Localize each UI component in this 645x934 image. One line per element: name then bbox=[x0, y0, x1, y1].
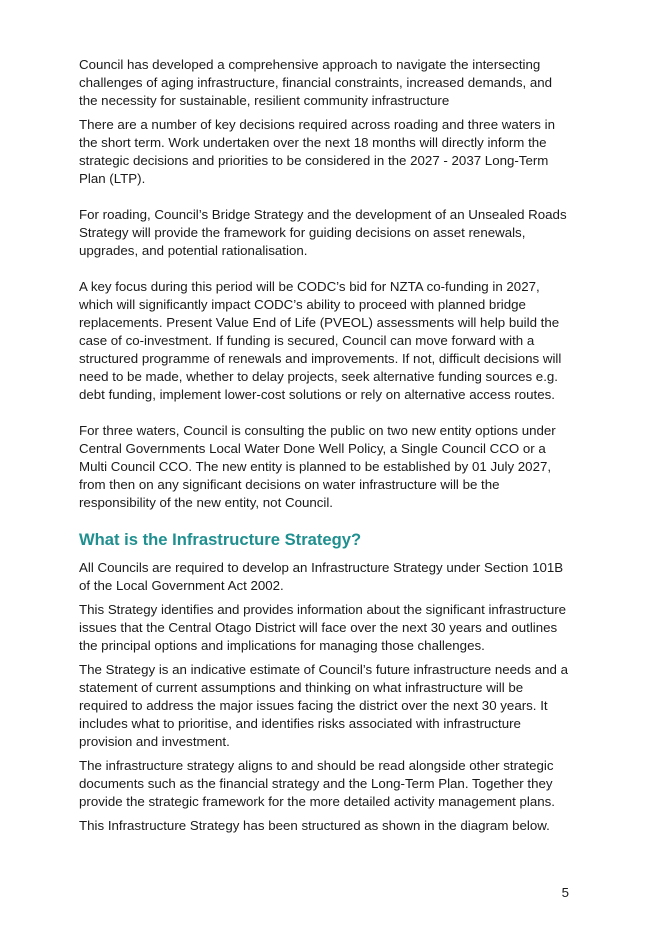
section-paragraph: The Strategy is an indicative estimate of Council’s future infrastructure needs and a statement of current assumptions and thinking on what infrastructure will be required to address the major issues facing the district over the next 30 years. It includes what to prioritise, and identifies risks associated with infrastructure provision and investment. bbox=[79, 662, 569, 749]
section-paragraph: The infrastructure strategy aligns to and should be read alongside other strategic documents such as the financial strategy and the Long-Term Plan. Together they provide the strategic framework for the more detailed activity management plans. bbox=[79, 758, 555, 809]
section-heading: What is the Infrastructure Strategy? bbox=[79, 530, 362, 549]
intro-paragraph: A key focus during this period will be CODC’s bid for NZTA co-funding in 2027, which will significantly impact CODC’s ability to proceed with planned bridge replacements. Present Value End of Life (PVEOL) assessments will help build the case of co-investment. If funding is secured, Council can move forward with a structured programme of renewals and improvements. If not, difficult decisions will need to be made, whether to delay projects, seek alternative funding sources e.g. debt funding, implement lower-cost solutions or rely on alternative access routes. bbox=[79, 279, 562, 402]
section-paragraph: This Infrastructure Strategy has been structured as shown in the diagram below. bbox=[79, 818, 550, 833]
intro-paragraph: Council has developed a comprehensive approach to navigate the intersecting challenges of aging infrastructure, financial constraints, increased demands, and the necessity for sustainable, resilient community infrastructure bbox=[79, 57, 553, 108]
section-paragraph: All Councils are required to develop an Infrastructure Strategy under Section 101B of the Local Government Act 2002. bbox=[79, 560, 564, 593]
page-number: 5 bbox=[561, 885, 569, 900]
document-page bbox=[79, 56, 571, 841]
section-paragraph: This Strategy identifies and provides information about the significant infrastructure issues that the Central Otago District will face over the next 30 years and outlines the principal options and implications for managing those challenges. bbox=[79, 602, 567, 653]
intro-paragraph: For three waters, Council is consulting the public on two new entity options under Central Governments Local Water Done Well Policy, a Single Council CCO or a Multi Council CCO. The new entity is planned to be established by 01 July 2027, from then on any significant decisions on water infrastructure will be the responsibility of the new entity, not Council. bbox=[79, 423, 556, 510]
intro-paragraph: For roading, Council’s Bridge Strategy and the development of an Unsealed Roads Strategy will provide the framework for guiding decisions on asset renewals, upgrades, and potential rationalisation. bbox=[79, 207, 567, 258]
intro-paragraph: There are a number of key decisions required across roading and three waters in the short term. Work undertaken over the next 18 months will directly inform the strategic decisions and priorities to be considered in the 2027 - 2037 Long-Term Plan (LTP). bbox=[79, 117, 555, 186]
